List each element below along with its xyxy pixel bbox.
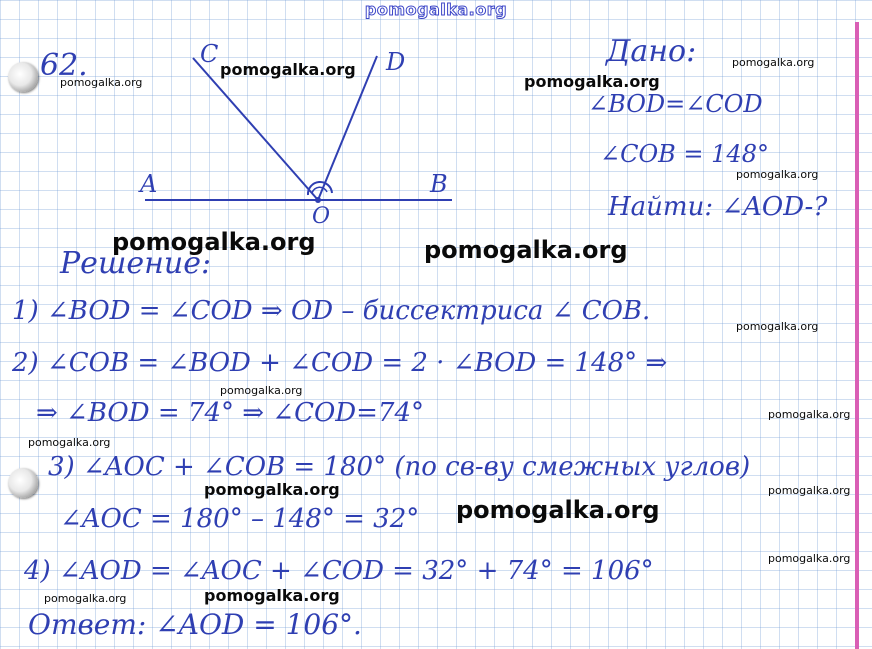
watermark: pomogalka.org xyxy=(424,236,628,264)
angle-arc-2 xyxy=(312,187,327,193)
given-line-1: ∠BOD=∠COD xyxy=(588,90,763,118)
label-d: D xyxy=(386,48,406,76)
given-line-2: ∠COB = 148° xyxy=(600,140,769,168)
solution-heading: Решение: xyxy=(60,246,212,281)
step-4: 4) ∠AOD = ∠AOC + ∠COD = 32° + 74° = 106° xyxy=(24,556,654,586)
watermark: pomogalka.org xyxy=(220,60,356,79)
watermark: pomogalka.org xyxy=(204,480,340,499)
label-a: A xyxy=(140,170,158,198)
label-c: C xyxy=(200,40,219,68)
label-b: B xyxy=(430,170,448,198)
watermark: pomogalka.org xyxy=(60,76,143,89)
watermark: pomogalka.org xyxy=(732,56,815,69)
find-line: Найти: ∠AOD-? xyxy=(608,192,828,222)
watermark: pomogalka.org xyxy=(28,436,111,449)
step-2-line-2: ⇒ ∠BOD = 74° ⇒ ∠COD=74° xyxy=(36,398,425,428)
watermark: pomogalka.org xyxy=(524,72,660,91)
ray-oc xyxy=(193,58,318,200)
step-1: 1) ∠BOD = ∠COD ⇒ OD – биссектриса ∠ COB. xyxy=(12,296,651,326)
step-2-line-1: 2) ∠COB = ∠BOD + ∠COD = 2 · ∠BOD = 148° ⇒ xyxy=(12,348,668,378)
site-header-watermark: pomogalka.org xyxy=(364,0,508,19)
watermark: pomogalka.org xyxy=(44,592,127,605)
watermark: pomogalka.org xyxy=(736,320,819,333)
watermark: pomogalka.org xyxy=(112,228,316,256)
watermark: pomogalka.org xyxy=(768,484,851,497)
step-3-line-1: 3) ∠AOC + ∠COB = 180° (по св-ву смежных углов) xyxy=(48,452,751,482)
step-3-line-2: ∠AOC = 180° – 148° = 32° xyxy=(60,504,420,534)
watermark: pomogalka.org xyxy=(768,552,851,565)
watermark: pomogalka.org xyxy=(220,384,303,397)
problem-number: 62. xyxy=(40,48,88,83)
watermark: pomogalka.org xyxy=(768,408,851,421)
point-o xyxy=(315,197,321,203)
label-o: O xyxy=(312,204,331,229)
watermark: pomogalka.org xyxy=(204,586,340,605)
watermark: pomogalka.org xyxy=(736,168,819,181)
given-heading: Дано: xyxy=(606,34,697,69)
watermark: pomogalka.org xyxy=(456,496,660,524)
answer: Ответ: ∠AOD = 106°. xyxy=(28,608,362,641)
